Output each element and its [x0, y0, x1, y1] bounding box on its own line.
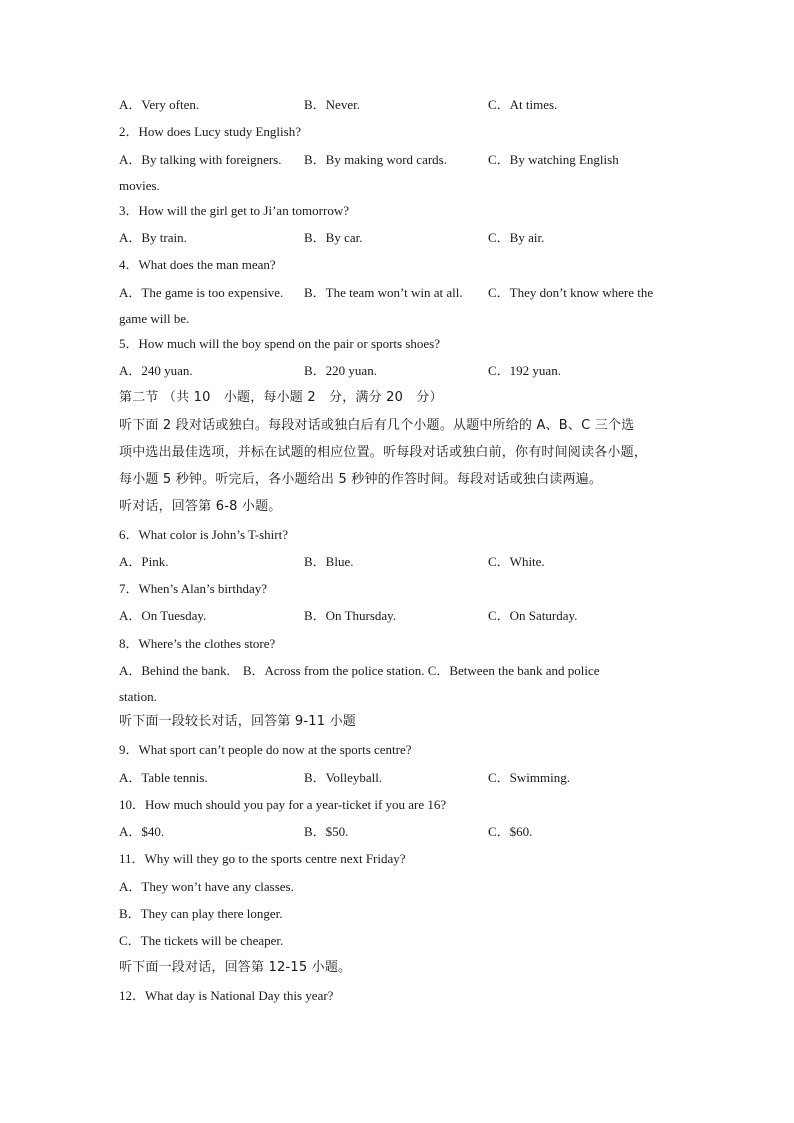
q3-stem: 3．How will the girl get to Ji’an tomorrow?	[119, 203, 349, 218]
q9-option-b: B．Volleyball.	[304, 770, 383, 785]
q5-option-c: C．192 yuan.	[488, 363, 561, 378]
q3-option-b: B．By car.	[304, 230, 363, 245]
q8-options-line: A．Behind the bank. B．Across from the police station. C．Between the bank and police	[119, 663, 600, 678]
q8-wrap: station.	[119, 689, 157, 704]
q4-option-b: B．The team won’t win at all.	[304, 285, 463, 300]
section-2-instructions-3: 每小题 5 秒钟。听完后，各小题给出 5 秒钟的作答时间。每段对话或独白读两遍。	[119, 472, 603, 487]
q4-stem: 4．What does the man mean?	[119, 257, 276, 272]
section-2-title: 第二节 （共 10 小题，每小题 2 分，满分 20 分）	[119, 390, 443, 405]
section-2-instructions-2: 项中选出最佳选项，并标在试题的相应位置。听每段对话或独白前，你有时间阅读各小题，	[119, 445, 648, 460]
q6-option-a: A．Pink.	[119, 554, 169, 569]
q3-option-c: C．By air.	[488, 230, 545, 245]
q9-stem: 9．What sport can’t people do now at the sports centre?	[119, 742, 412, 757]
q4-wrap: game will be.	[119, 311, 190, 326]
q2-option-c: C．By watching English	[488, 152, 619, 167]
q10-stem: 10．How much should you pay for a year-ticket if you are 16?	[119, 797, 447, 812]
q7-option-a: A．On Tuesday.	[119, 608, 207, 623]
q2-wrap: movies.	[119, 178, 160, 193]
q7-stem: 7．When’s Alan’s birthday?	[119, 581, 268, 596]
q10-option-a: A．$40.	[119, 824, 165, 839]
section-2-sub-heading-1: 听对话，回答第 6-8 小题。	[119, 499, 282, 514]
q1-option-a: A．Very often.	[119, 97, 200, 112]
q9-option-c: C．Swimming.	[488, 770, 570, 785]
q4-option-c: C．They don’t know where the	[488, 285, 654, 300]
q8-stem: 8．Where’s the clothes store?	[119, 636, 276, 651]
q5-stem: 5．How much will the boy spend on the pair or sports shoes?	[119, 336, 440, 351]
section-2-sub-heading-2: 听下面一段较长对话，回答第 9-11 小题	[119, 714, 356, 729]
q3-option-a: A．By train.	[119, 230, 187, 245]
q2-option-b: B．By making word cards.	[304, 152, 447, 167]
section-2-sub-heading-3: 听下面一段对话，回答第 12-15 小题。	[119, 960, 352, 975]
q11-option-b: B．They can play there longer.	[119, 906, 283, 921]
q6-option-c: C．White.	[488, 554, 545, 569]
q5-option-a: A．240 yuan.	[119, 363, 193, 378]
q6-option-b: B．Blue.	[304, 554, 354, 569]
q4-option-a: A．The game is too expensive.	[119, 285, 284, 300]
q10-option-c: C．$60.	[488, 824, 533, 839]
q1-option-b: B．Never.	[304, 97, 360, 112]
q7-option-b: B．On Thursday.	[304, 608, 397, 623]
q2-option-a: A．By talking with foreigners.	[119, 152, 282, 167]
q5-option-b: B．220 yuan.	[304, 363, 377, 378]
q11-option-a: A．They won’t have any classes.	[119, 879, 294, 894]
q11-stem: 11．Why will they go to the sports centre next Friday?	[119, 851, 406, 866]
section-2-instructions-1: 听下面 2 段对话或独白。每段对话或独白后有几个小题。从题中所给的 A、B、C 三个选	[119, 418, 635, 433]
q6-stem: 6．What color is John’s T-shirt?	[119, 527, 288, 542]
q9-option-a: A．Table tennis.	[119, 770, 208, 785]
q2-stem: 2．How does Lucy study English?	[119, 124, 301, 139]
q12-stem: 12．What day is National Day this year?	[119, 988, 334, 1003]
q11-option-c: C．The tickets will be cheaper.	[119, 933, 284, 948]
q1-option-c: C．At times.	[488, 97, 558, 112]
q10-option-b: B．$50.	[304, 824, 349, 839]
q7-option-c: C．On Saturday.	[488, 608, 578, 623]
